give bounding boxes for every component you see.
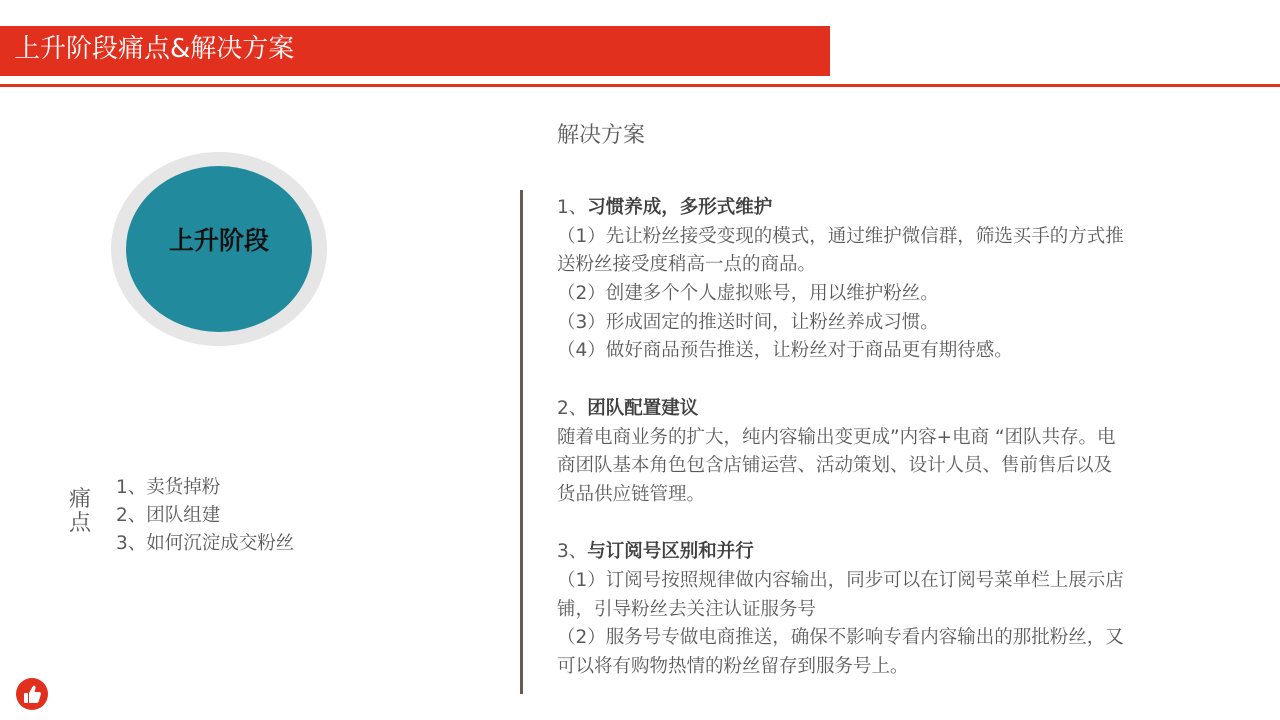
solution-number: 2、 <box>557 397 588 419</box>
solution-title: 与订阅号区别和并行 <box>587 541 754 563</box>
solutions-body <box>557 194 1212 682</box>
pain-points-label-char: 痛 <box>68 487 91 512</box>
pain-points-label-char: 点 <box>68 511 91 536</box>
solution-line: 商团队基本角色包含店铺运营、活动策划、设计人员、售前售后以及 <box>557 455 1113 477</box>
thumbs-up-icon-glyph <box>16 678 48 710</box>
page-title: 上升阶段痛点&解决方案 <box>14 34 295 64</box>
solution-number: 1、 <box>557 197 588 218</box>
solution-line: （2）服务号专做电商推送，确保不影响专看内容输出的那批粉丝，又 <box>557 627 1124 649</box>
solution-title: 团队配置建议 <box>587 397 699 419</box>
solution-title: 习惯养成，多形式维护 <box>587 197 773 218</box>
solution-line: （4）做好商品预告推送，让粉丝对于商品更有期待感。 <box>557 340 1013 362</box>
thumbs-up-icon <box>16 678 48 710</box>
pain-point-item: 1、卖货掉粉 <box>116 477 221 498</box>
pain-points-list <box>116 474 294 558</box>
solution-line: 随着电商业务的扩大，纯内容输出变更成”内容+电商 “团队共存。电 <box>557 426 1116 448</box>
solution-section-title <box>557 194 1212 223</box>
pain-point-item: 3、如何沉淀成交粉丝 <box>116 533 295 554</box>
pain-points-label <box>66 488 94 536</box>
solution-line: 送粉丝接受度稍高一点的商品。 <box>557 254 817 276</box>
vertical-divider <box>520 190 523 694</box>
solution-line: （3）形成固定的推送时间，让粉丝养成习惯。 <box>557 311 939 333</box>
section-spacer <box>557 366 1212 395</box>
solution-line: （1）先让粉丝接受变现的模式，通过维护微信群，筛选买手的方式推 <box>557 225 1124 247</box>
solution-line: （1）订阅号按照规律做内容输出，同步可以在订阅号菜单栏上展示店 <box>557 569 1124 591</box>
solution-line: 货品供应链管理。 <box>557 483 706 505</box>
solution-line: （2）创建多个个人虚拟账号，用以维护粉丝。 <box>557 283 939 305</box>
stage-label: 上升阶段 <box>168 226 269 255</box>
solution-line: 可以将有购物热情的粉丝留存到服务号上。 <box>557 656 909 677</box>
solution-section-title <box>557 538 1212 567</box>
solution-number: 3、 <box>557 541 588 563</box>
solution-section-title <box>557 395 1212 424</box>
solutions-heading: 解决方案 <box>557 123 646 148</box>
title-underline <box>0 84 1280 87</box>
pain-point-item: 2、团队组建 <box>116 505 221 526</box>
solution-line: 铺，引导粉丝去关注认证服务号 <box>557 598 817 620</box>
title-banner <box>0 26 830 76</box>
section-spacer <box>557 510 1212 539</box>
